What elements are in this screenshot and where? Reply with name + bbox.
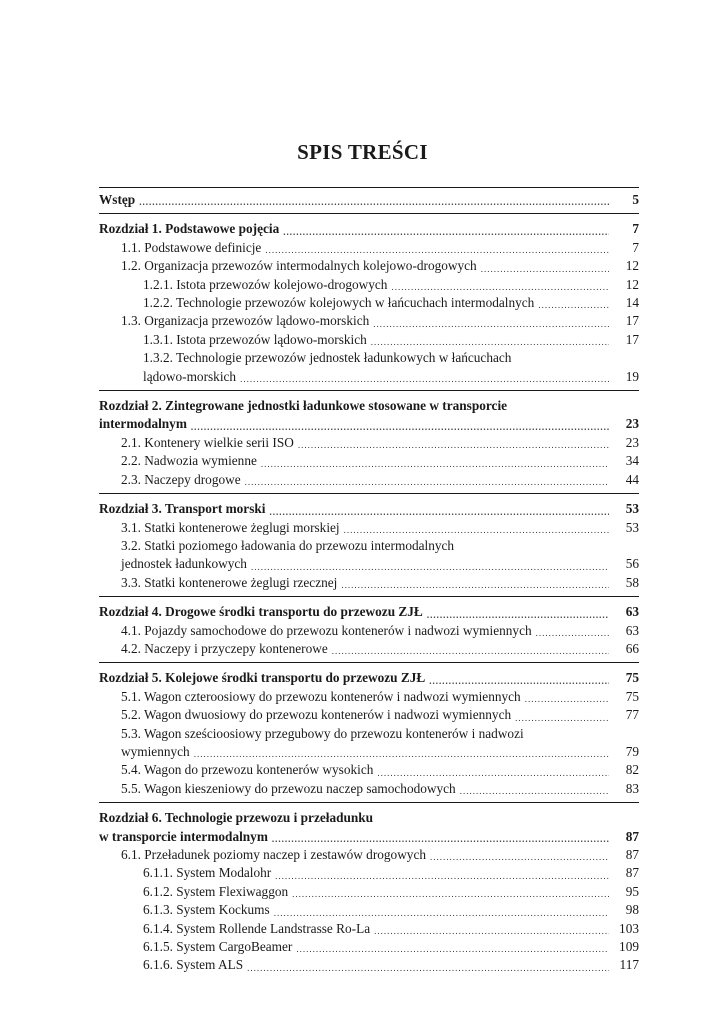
toc-entry-page: 95 <box>625 883 639 899</box>
toc-entry-page: 7 <box>632 221 639 237</box>
leader-dots <box>430 850 609 864</box>
page-title: SPIS TREŚCI <box>297 140 428 164</box>
table-of-contents <box>99 187 639 979</box>
leader-dots <box>194 747 609 761</box>
toc-entry-page: 17 <box>625 331 639 347</box>
toc-entry-chapter-2-line-2 <box>99 415 639 433</box>
leader-dots <box>538 298 609 312</box>
toc-entry-title: 6.1.6. System ALS <box>143 957 244 973</box>
toc-entry-page: 63 <box>625 604 639 620</box>
leader-dots <box>283 225 609 239</box>
toc-entry-chapter-5 <box>99 669 639 687</box>
leader-dots <box>240 372 609 386</box>
toc-entry-title: 2.2. Nadwozia wymienne <box>121 453 257 469</box>
toc-entry-title: 1.1. Podstawowe definicje <box>121 239 262 255</box>
toc-entry-title: 4.2. Naczepy i przyczepy kontenerowe <box>121 640 328 656</box>
leader-dots <box>429 674 609 688</box>
toc-entry-title: 6.1.3. System Kockums <box>143 902 270 918</box>
toc-entry-title: 6.1.5. System CargoBeamer <box>143 939 293 955</box>
toc-entry-6-1 <box>99 846 639 864</box>
leader-dots <box>245 475 609 489</box>
toc-entry-wstep <box>99 191 639 209</box>
toc-entry-page: 63 <box>625 622 639 638</box>
toc-entry-page: 109 <box>619 939 639 955</box>
toc-entry-2-3 <box>99 471 639 489</box>
toc-entry-3-3 <box>99 574 639 592</box>
toc-entry-page: 34 <box>625 453 639 469</box>
toc-entry-page: 58 <box>625 574 639 590</box>
toc-entry-page: 103 <box>619 920 639 936</box>
toc-entry-page: 77 <box>625 707 639 723</box>
toc-entry-1-1 <box>99 239 639 257</box>
toc-entry-page: 53 <box>625 519 639 535</box>
toc-entry-page: 19 <box>625 368 639 384</box>
leader-dots <box>374 924 609 938</box>
leader-dots <box>377 766 609 780</box>
toc-group-chapter-1 <box>99 213 639 390</box>
toc-entry-title: 5.5. Wagon kieszeniowy do przewozu naczep samochodowych <box>121 780 456 796</box>
toc-entry-page: 66 <box>625 640 639 656</box>
toc-entry-6-1-3 <box>99 901 639 919</box>
toc-entry-title: 1.2. Organizacja przewozów intermodalnych kolejowo-drogowych <box>121 258 477 274</box>
leader-dots <box>261 457 609 471</box>
toc-entry-title: 6.1.1. System Modalohr <box>143 865 272 881</box>
toc-entry-title: 1.2.1. Istota przewozów kolejowo-drogowych <box>143 276 388 292</box>
leader-dots <box>275 869 609 883</box>
toc-entry-6-1-2 <box>99 883 639 901</box>
toc-entry-1-2-2 <box>99 294 639 312</box>
leader-dots <box>292 887 609 901</box>
toc-group-chapter-3 <box>99 493 639 596</box>
toc-entry-title: Rozdział 4. Drogowe środki transportu do przewozu ZJŁ <box>99 604 423 620</box>
toc-entry-1-2 <box>99 257 639 275</box>
leader-dots <box>341 578 609 592</box>
leader-dots <box>251 560 609 574</box>
toc-entry-page: 117 <box>619 957 639 973</box>
toc-group-chapter-2 <box>99 390 639 493</box>
toc-entry-6-1-4 <box>99 920 639 938</box>
toc-entry-2-1 <box>99 434 639 452</box>
toc-entry-page: 75 <box>625 688 639 704</box>
toc-entry-1-3-2-line-2 <box>99 368 639 386</box>
toc-entry-title: 2.3. Naczepy drogowe <box>121 471 241 487</box>
toc-entry-page: 17 <box>625 313 639 329</box>
toc-entry-title: 6.1.4. System Rollende Landstrasse Ro-La <box>143 920 371 936</box>
toc-entry-title: 6.1. Przeładunek poziomy naczep i zestawów drogowych <box>121 847 426 862</box>
leader-dots <box>332 644 609 658</box>
toc-entry-6-1-6 <box>99 956 639 974</box>
leader-dots <box>460 784 609 798</box>
toc-entry-page: 5 <box>632 192 639 207</box>
leader-dots <box>525 692 609 706</box>
toc-entry-title: 4.1. Pojazdy samochodowe do przewozu kontenerów i nadwozi wymiennych <box>121 622 532 638</box>
leader-dots <box>344 523 609 537</box>
toc-entry-2-2 <box>99 452 639 470</box>
toc-entry-page: 12 <box>625 258 639 274</box>
leader-dots <box>427 608 609 622</box>
toc-group-wstep <box>99 187 639 213</box>
leader-dots <box>391 280 609 294</box>
leader-dots <box>139 195 609 209</box>
toc-entry-page: 7 <box>632 239 639 255</box>
toc-entry-3-2-line-1: 3.2. Statki poziomego ładowania do przewozu intermodalnych <box>121 537 455 553</box>
leader-dots <box>296 942 609 956</box>
toc-entry-5-2 <box>99 706 639 724</box>
toc-entry-title: 5.2. Wagon dwuosiowy do przewozu kontenerów i nadwozi wymiennych <box>121 707 512 723</box>
toc-entry-page: 14 <box>625 295 639 311</box>
toc-entry-5-1 <box>99 688 639 706</box>
toc-entry-title: Rozdział 5. Kolejowe środki transportu do przewozu ZJŁ <box>99 670 426 686</box>
leader-dots <box>274 906 609 920</box>
toc-entry-page: 79 <box>625 743 639 759</box>
toc-entry-title: Rozdział 3. Transport morski <box>99 501 266 517</box>
toc-entry-chapter-2-line-1: Rozdział 2. Zintegrowane jednostki ładunkowe stosowane w transporcie <box>99 398 508 414</box>
toc-entry-page: 53 <box>625 501 639 517</box>
toc-group-chapter-4 <box>99 596 639 662</box>
toc-entry-title: wymiennych <box>121 743 190 759</box>
toc-entry-title: Rozdział 1. Podstawowe pojęcia <box>99 221 280 237</box>
leader-dots <box>481 262 609 276</box>
toc-entry-3-1 <box>99 519 639 537</box>
toc-entry-title: 2.1. Kontenery wielkie serii ISO <box>121 434 294 450</box>
toc-entry-5-3-line-1: 5.3. Wagon sześcioosiowy przegubowy do przewozu kontenerów i nadwozi <box>121 725 524 741</box>
toc-entry-title: 1.2.2. Technologie przewozów kolejowych w łańcuchach intermodalnych <box>143 295 535 311</box>
toc-entry-title: 5.4. Wagon do przewozu kontenerów wysokich <box>121 762 374 778</box>
toc-entry-6-1-1 <box>99 864 639 882</box>
toc-entry-1-3 <box>99 312 639 330</box>
toc-entry-page: 98 <box>625 902 639 918</box>
toc-entry-page: 87 <box>625 828 639 844</box>
toc-entry-page: 56 <box>625 556 639 572</box>
toc-entry-4-1 <box>99 622 639 640</box>
toc-group-chapter-5 <box>99 662 639 802</box>
leader-dots <box>373 317 609 331</box>
leader-dots <box>247 961 609 975</box>
toc-entry-4-2 <box>99 640 639 658</box>
toc-entry-title: Wstęp <box>99 192 136 207</box>
toc-entry-page: 23 <box>625 416 639 432</box>
toc-entry-chapter-3 <box>99 500 639 518</box>
leader-dots <box>371 335 609 349</box>
toc-entry-page: 82 <box>625 762 639 778</box>
toc-entry-title: 6.1.2. System Flexiwaggon <box>143 883 289 899</box>
toc-entry-3-2-line-2 <box>99 555 639 573</box>
toc-entry-page: 44 <box>625 471 639 487</box>
leader-dots <box>191 420 609 434</box>
toc-entry-chapter-6-line-1: Rozdział 6. Technologie przewozu i przeładunku <box>99 810 374 826</box>
toc-entry-6-1-5 <box>99 938 639 956</box>
toc-entry-page: 87 <box>625 847 639 862</box>
toc-entry-chapter-1 <box>99 220 639 238</box>
toc-entry-page: 12 <box>625 276 639 292</box>
toc-entry-title: jednostek ładunkowych <box>121 556 247 572</box>
toc-entry-title: intermodalnym <box>99 416 187 432</box>
toc-entry-1-3-1 <box>99 331 639 349</box>
toc-entry-page: 83 <box>625 780 639 796</box>
toc-entry-page: 23 <box>625 434 639 450</box>
toc-entry-page: 87 <box>625 865 639 881</box>
leader-dots <box>298 438 609 452</box>
toc-entry-5-4 <box>99 761 639 779</box>
toc-entry-title: 5.1. Wagon czteroosiowy do przewozu kontenerów i nadwozi wymiennych <box>121 688 521 704</box>
toc-entry-chapter-4 <box>99 603 639 621</box>
toc-entry-title: 1.3.1. Istota przewozów lądowo-morskich <box>143 331 367 347</box>
toc-entry-5-5 <box>99 780 639 798</box>
leader-dots <box>269 505 609 519</box>
toc-entry-1-2-1 <box>99 276 639 294</box>
toc-entry-title: 1.3. Organizacja przewozów lądowo-morskich <box>121 313 370 329</box>
toc-entry-chapter-6-line-2 <box>99 828 639 846</box>
leader-dots <box>265 243 609 257</box>
toc-entry-title: 3.1. Statki kontenerowe żeglugi morskiej <box>121 519 340 535</box>
toc-entry-title: lądowo-morskich <box>143 368 237 384</box>
toc-entry-1-3-2-line-1: 1.3.2. Technologie przewozów jednostek ładunkowych w łańcuchach <box>143 350 512 366</box>
toc-entry-page: 75 <box>625 670 639 686</box>
toc-entry-5-3-line-2 <box>99 743 639 761</box>
toc-entry-title: 3.3. Statki kontenerowe żeglugi rzecznej <box>121 574 338 590</box>
leader-dots <box>536 626 609 640</box>
toc-group-chapter-6 <box>99 802 639 979</box>
leader-dots <box>515 711 609 725</box>
toc-entry-title: w transporcie intermodalnym <box>99 828 268 844</box>
leader-dots <box>272 832 609 846</box>
